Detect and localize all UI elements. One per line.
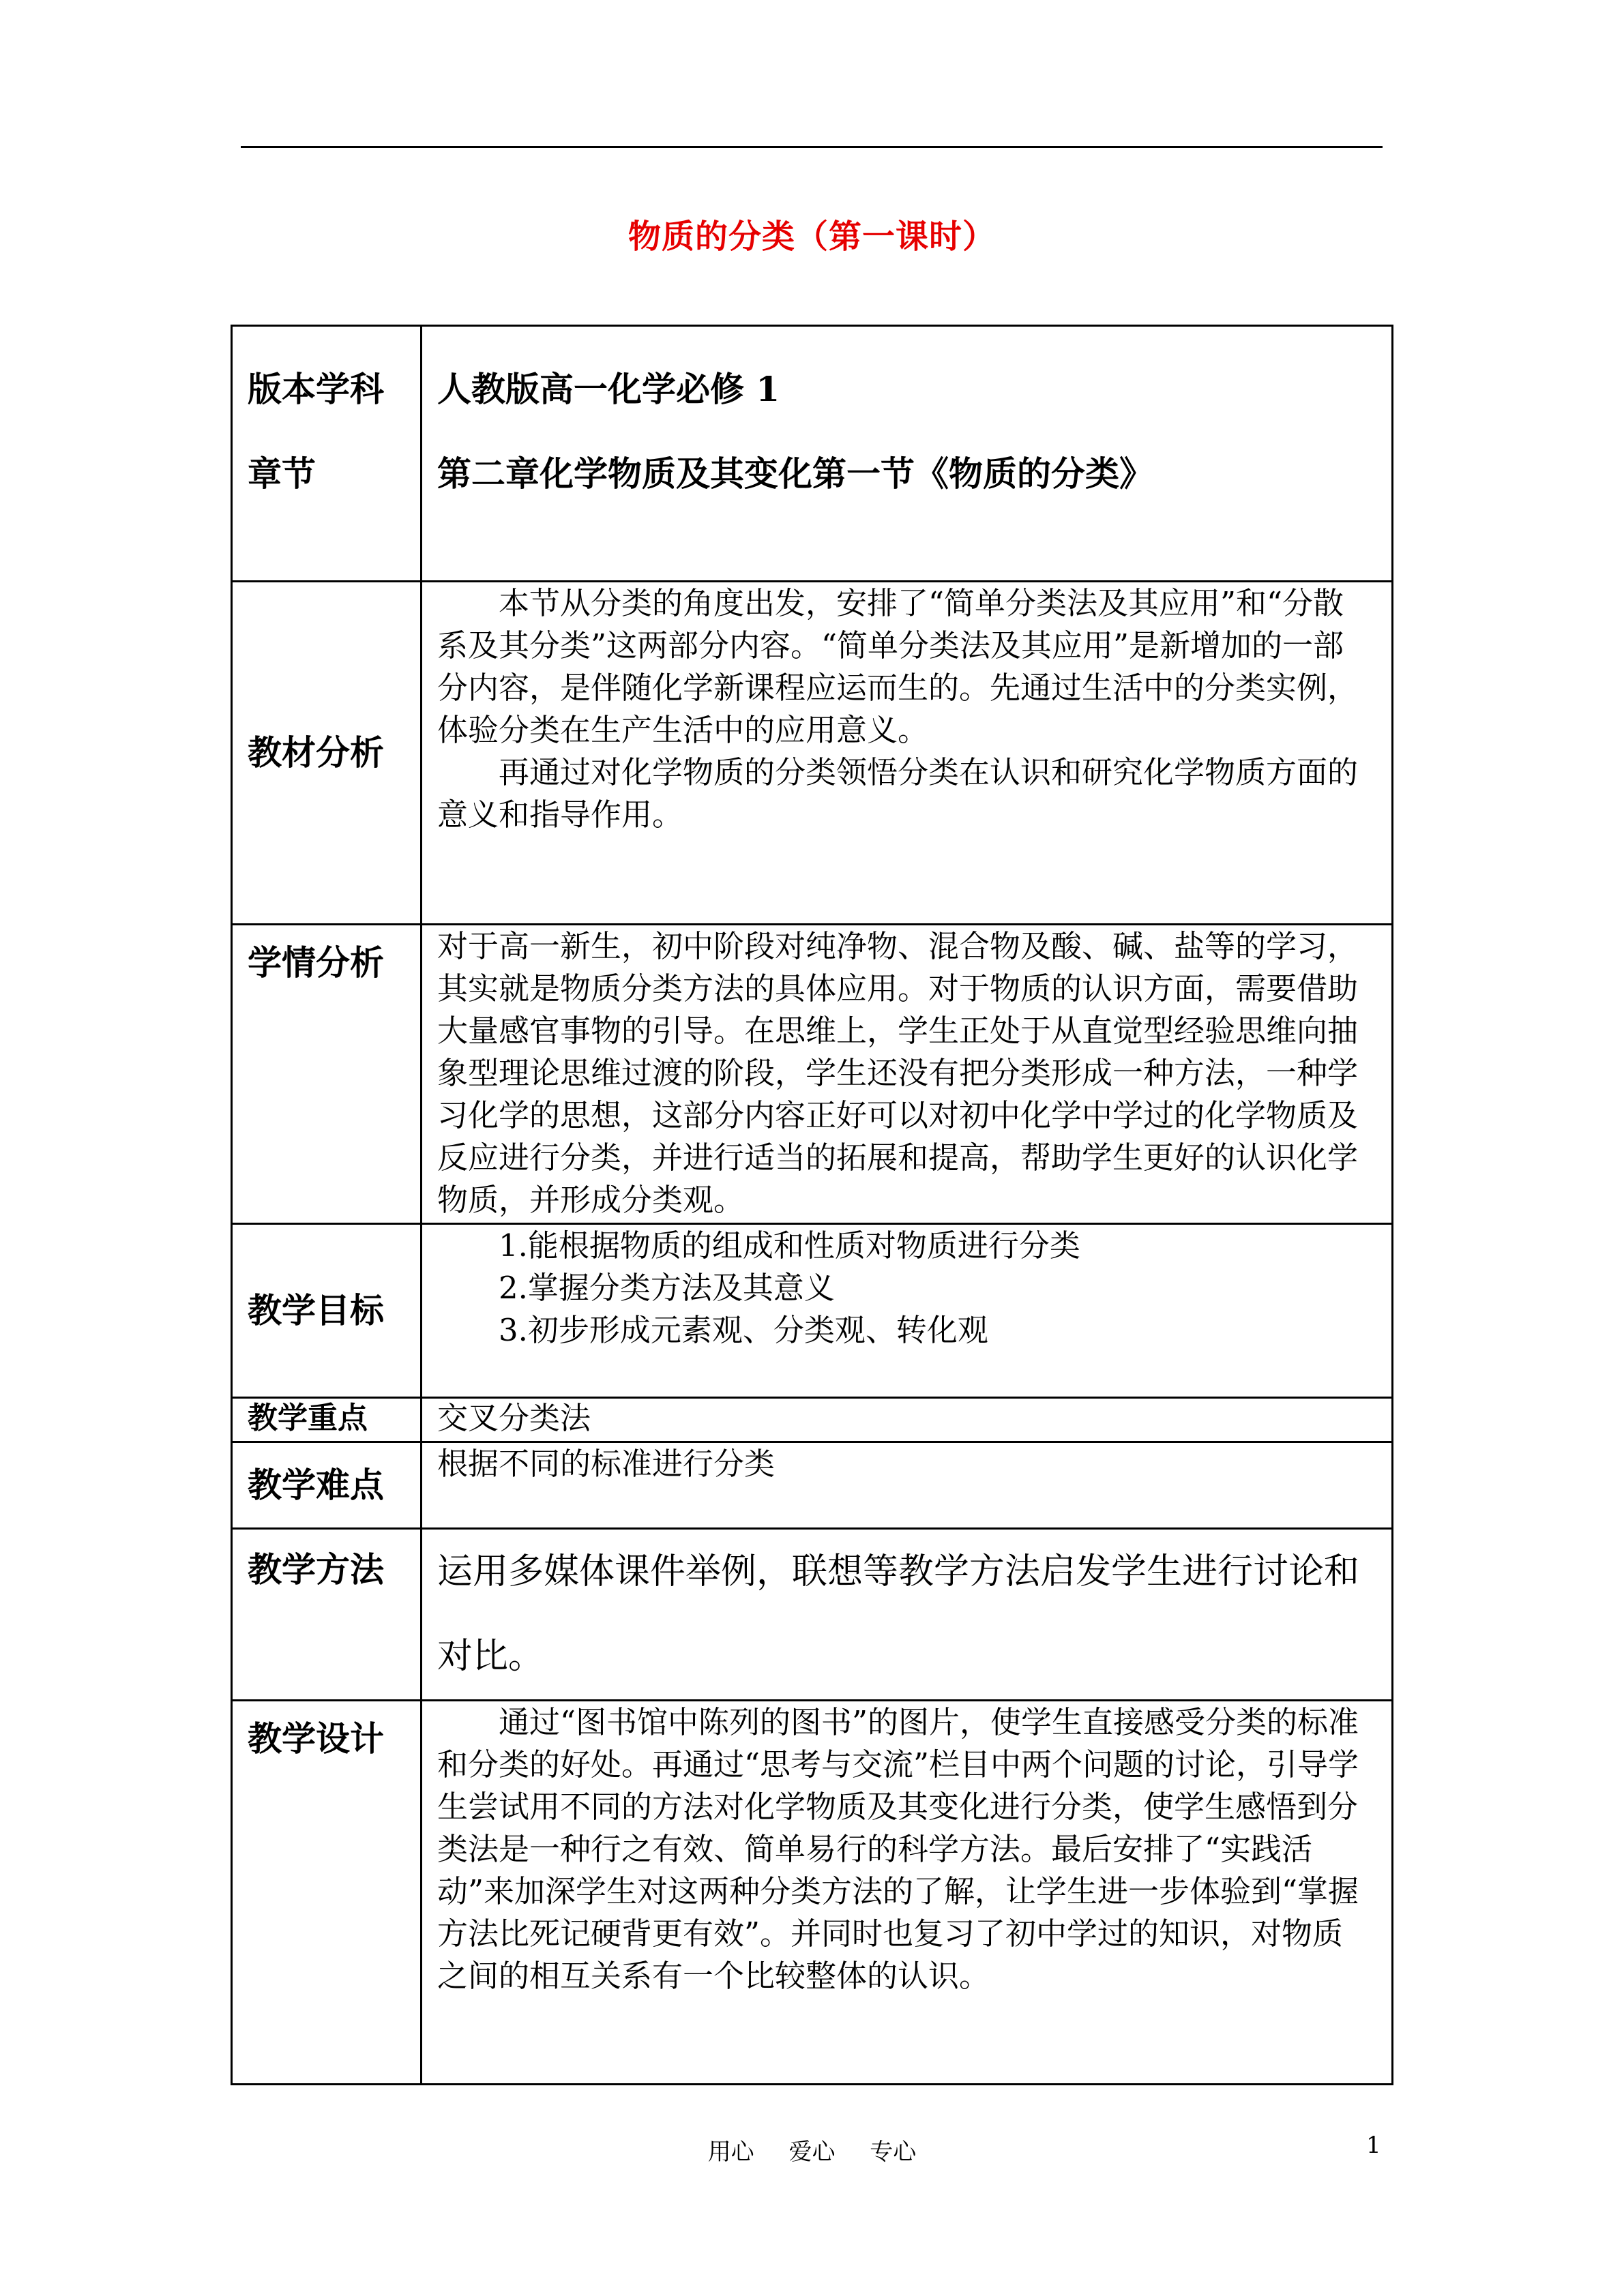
goals-value-cell — [422, 1224, 1393, 1398]
table-row — [232, 326, 1393, 582]
method-value: 运用多媒体课件举例，联想等教学方法启发学生进行讨论和对比。 — [422, 1529, 1393, 1701]
lesson-plan-table — [231, 325, 1393, 2085]
design-value-cell — [422, 1701, 1393, 2085]
table-row — [232, 1529, 1393, 1701]
edition-value: 人教版高一化学必修 1 — [437, 369, 780, 409]
goal-item: 3.初步形成元素观、分类观、转化观 — [499, 1312, 988, 1348]
table-row — [232, 582, 1393, 925]
design-label: 教学设计 — [232, 1701, 422, 2085]
learner-label: 学情分析 — [232, 925, 422, 1224]
design-text: 通过“图书馆中陈列的图书”的图片，使学生直接感受分类的标准和分类的好处。再通过“思考与交流”栏目中两个问题的讨论，引导学生尝试用不同的方法对化学物质及其变化进行分类，使学生感悟到分类法是一种行之有效、简单易行的科学方法。最后安排了“实践活动”来加深学生对这两种分类方法的了解，让学生进一步体验到“掌握方法比死记硬背更有效”。并同时也复习了初中学过的知识，对物质之间的相互关系有一个比较整体的认识。 — [437, 1704, 1359, 1994]
page-number: 1 — [1366, 2132, 1381, 2159]
goals-label: 教学目标 — [232, 1224, 422, 1398]
chapter-value: 第二章化学物质及其变化第一节《物质的分类》 — [437, 453, 1153, 494]
key-point-label: 教学重点 — [232, 1398, 422, 1442]
table-row — [232, 925, 1393, 1224]
edition-label: 版本学科 — [248, 369, 384, 409]
goal-item: 1.能根据物质的组成和性质对物质进行分类 — [499, 1227, 1080, 1264]
table-row — [232, 1398, 1393, 1442]
learner-value-cell — [422, 925, 1393, 1224]
edition-chapter-value-cell — [422, 326, 1393, 582]
learner-text: 对于高一新生，初中阶段对纯净物、混合物及酸、碱、盐等的学习，其实就是物质分类方法的具体应用。对于物质的认识方面，需要借助大量感官事物的引导。在思维上，学生正处于从直觉型经验思维向抽象型理论思维过渡的阶段，学生还没有把分类形成一种方法，一种学习化学的思想，这部分内容正好可以对初中化学中学过的化学物质及反应进行分类，并进行适当的拓展和提高，帮助学生更好的认识化学物质，并形成分类观。 — [437, 928, 1359, 1218]
header-rule — [241, 146, 1383, 148]
goal-item: 2.掌握分类方法及其意义 — [499, 1270, 835, 1306]
textbook-value-cell — [422, 582, 1393, 925]
method-label: 教学方法 — [232, 1529, 422, 1701]
key-point-value: 交叉分类法 — [422, 1398, 1393, 1442]
textbook-paragraph-1: 本节从分类的角度出发，安排了“简单分类法及其应用”和“分散系及其分类”这两部分内容。“简单分类法及其应用”是新增加的一部分内容，是伴随化学新课程应运而生的。先通过生活中的分类实例，体验分类在生产生活中的应用意义。 — [437, 585, 1359, 748]
difficulty-label: 教学难点 — [232, 1442, 422, 1529]
textbook-paragraph-2: 再通过对化学物质的分类领悟分类在认识和研究化学物质方面的意义和指导作用。 — [437, 754, 1359, 833]
difficulty-value: 根据不同的标准进行分类 — [422, 1442, 1393, 1529]
table-row — [232, 1224, 1393, 1398]
table-row — [232, 1442, 1393, 1529]
chapter-label: 章节 — [248, 453, 316, 494]
table-row — [232, 1701, 1393, 2085]
textbook-label: 教材分析 — [232, 582, 422, 925]
footer-motto: 用心 爱心 专心 — [707, 2138, 917, 2166]
page-title: 物质的分类（第一课时） — [628, 218, 996, 256]
edition-chapter-label-cell — [232, 326, 422, 582]
